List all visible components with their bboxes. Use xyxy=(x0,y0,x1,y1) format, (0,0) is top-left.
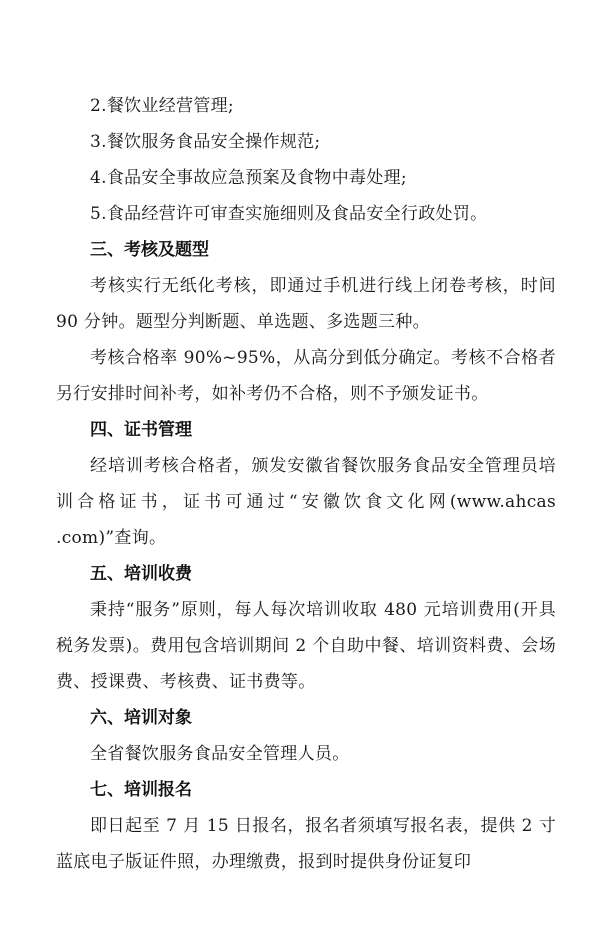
paragraph-exam-method: 考核实行无纸化考核，即通过手机进行线上闭卷考核，时间 90 分钟。题型分判断题、单选题、多选题三种。 xyxy=(56,276,556,332)
list-item-4: 4.食品安全事故应急预案及食物中毒处理; xyxy=(90,168,407,188)
section-heading-audience: 六、培训对象 xyxy=(90,708,192,728)
section-heading-registration: 七、培训报名 xyxy=(90,780,192,800)
document-page xyxy=(56,88,556,880)
list-item-3: 3.餐饮服务食品安全操作规范; xyxy=(90,132,321,152)
paragraph-fees: 秉持“服务”原则，每人每次培训收取 480 元培训费用(开具税务发票)。费用包含培训期间 2 个自助中餐、培训资料费、会场费、授课费、考核费、证书费等。 xyxy=(56,600,556,692)
section-heading-fees: 五、培训收费 xyxy=(90,564,192,584)
paragraph-audience: 全省餐饮服务食品安全管理人员。 xyxy=(90,744,350,764)
section-heading-exam: 三、考核及题型 xyxy=(90,240,209,260)
paragraph-exam-pass-rate: 考核合格率 90%~95%，从高分到低分确定。考核不合格者另行安排时间补考，如补考仍不合格，则不予颁发证书。 xyxy=(56,348,556,404)
paragraph-registration: 即日起至 7 月 15 日报名，报名者须填写报名表，提供 2 寸蓝底电子版证件照，办理缴费，报到时提供身份证复印 xyxy=(56,816,556,872)
list-item-2: 2.餐饮业经营管理; xyxy=(90,96,234,116)
section-heading-certificate: 四、证书管理 xyxy=(90,420,192,440)
paragraph-certificate: 经培训考核合格者，颁发安徽省餐饮服务食品安全管理员培训合格证书，证书可通过“安徽饮食文化网(www.ahcas .com)”查询。 xyxy=(56,456,556,548)
list-item-5: 5.食品经营许可审查实施细则及食品安全行政处罚。 xyxy=(90,204,488,224)
